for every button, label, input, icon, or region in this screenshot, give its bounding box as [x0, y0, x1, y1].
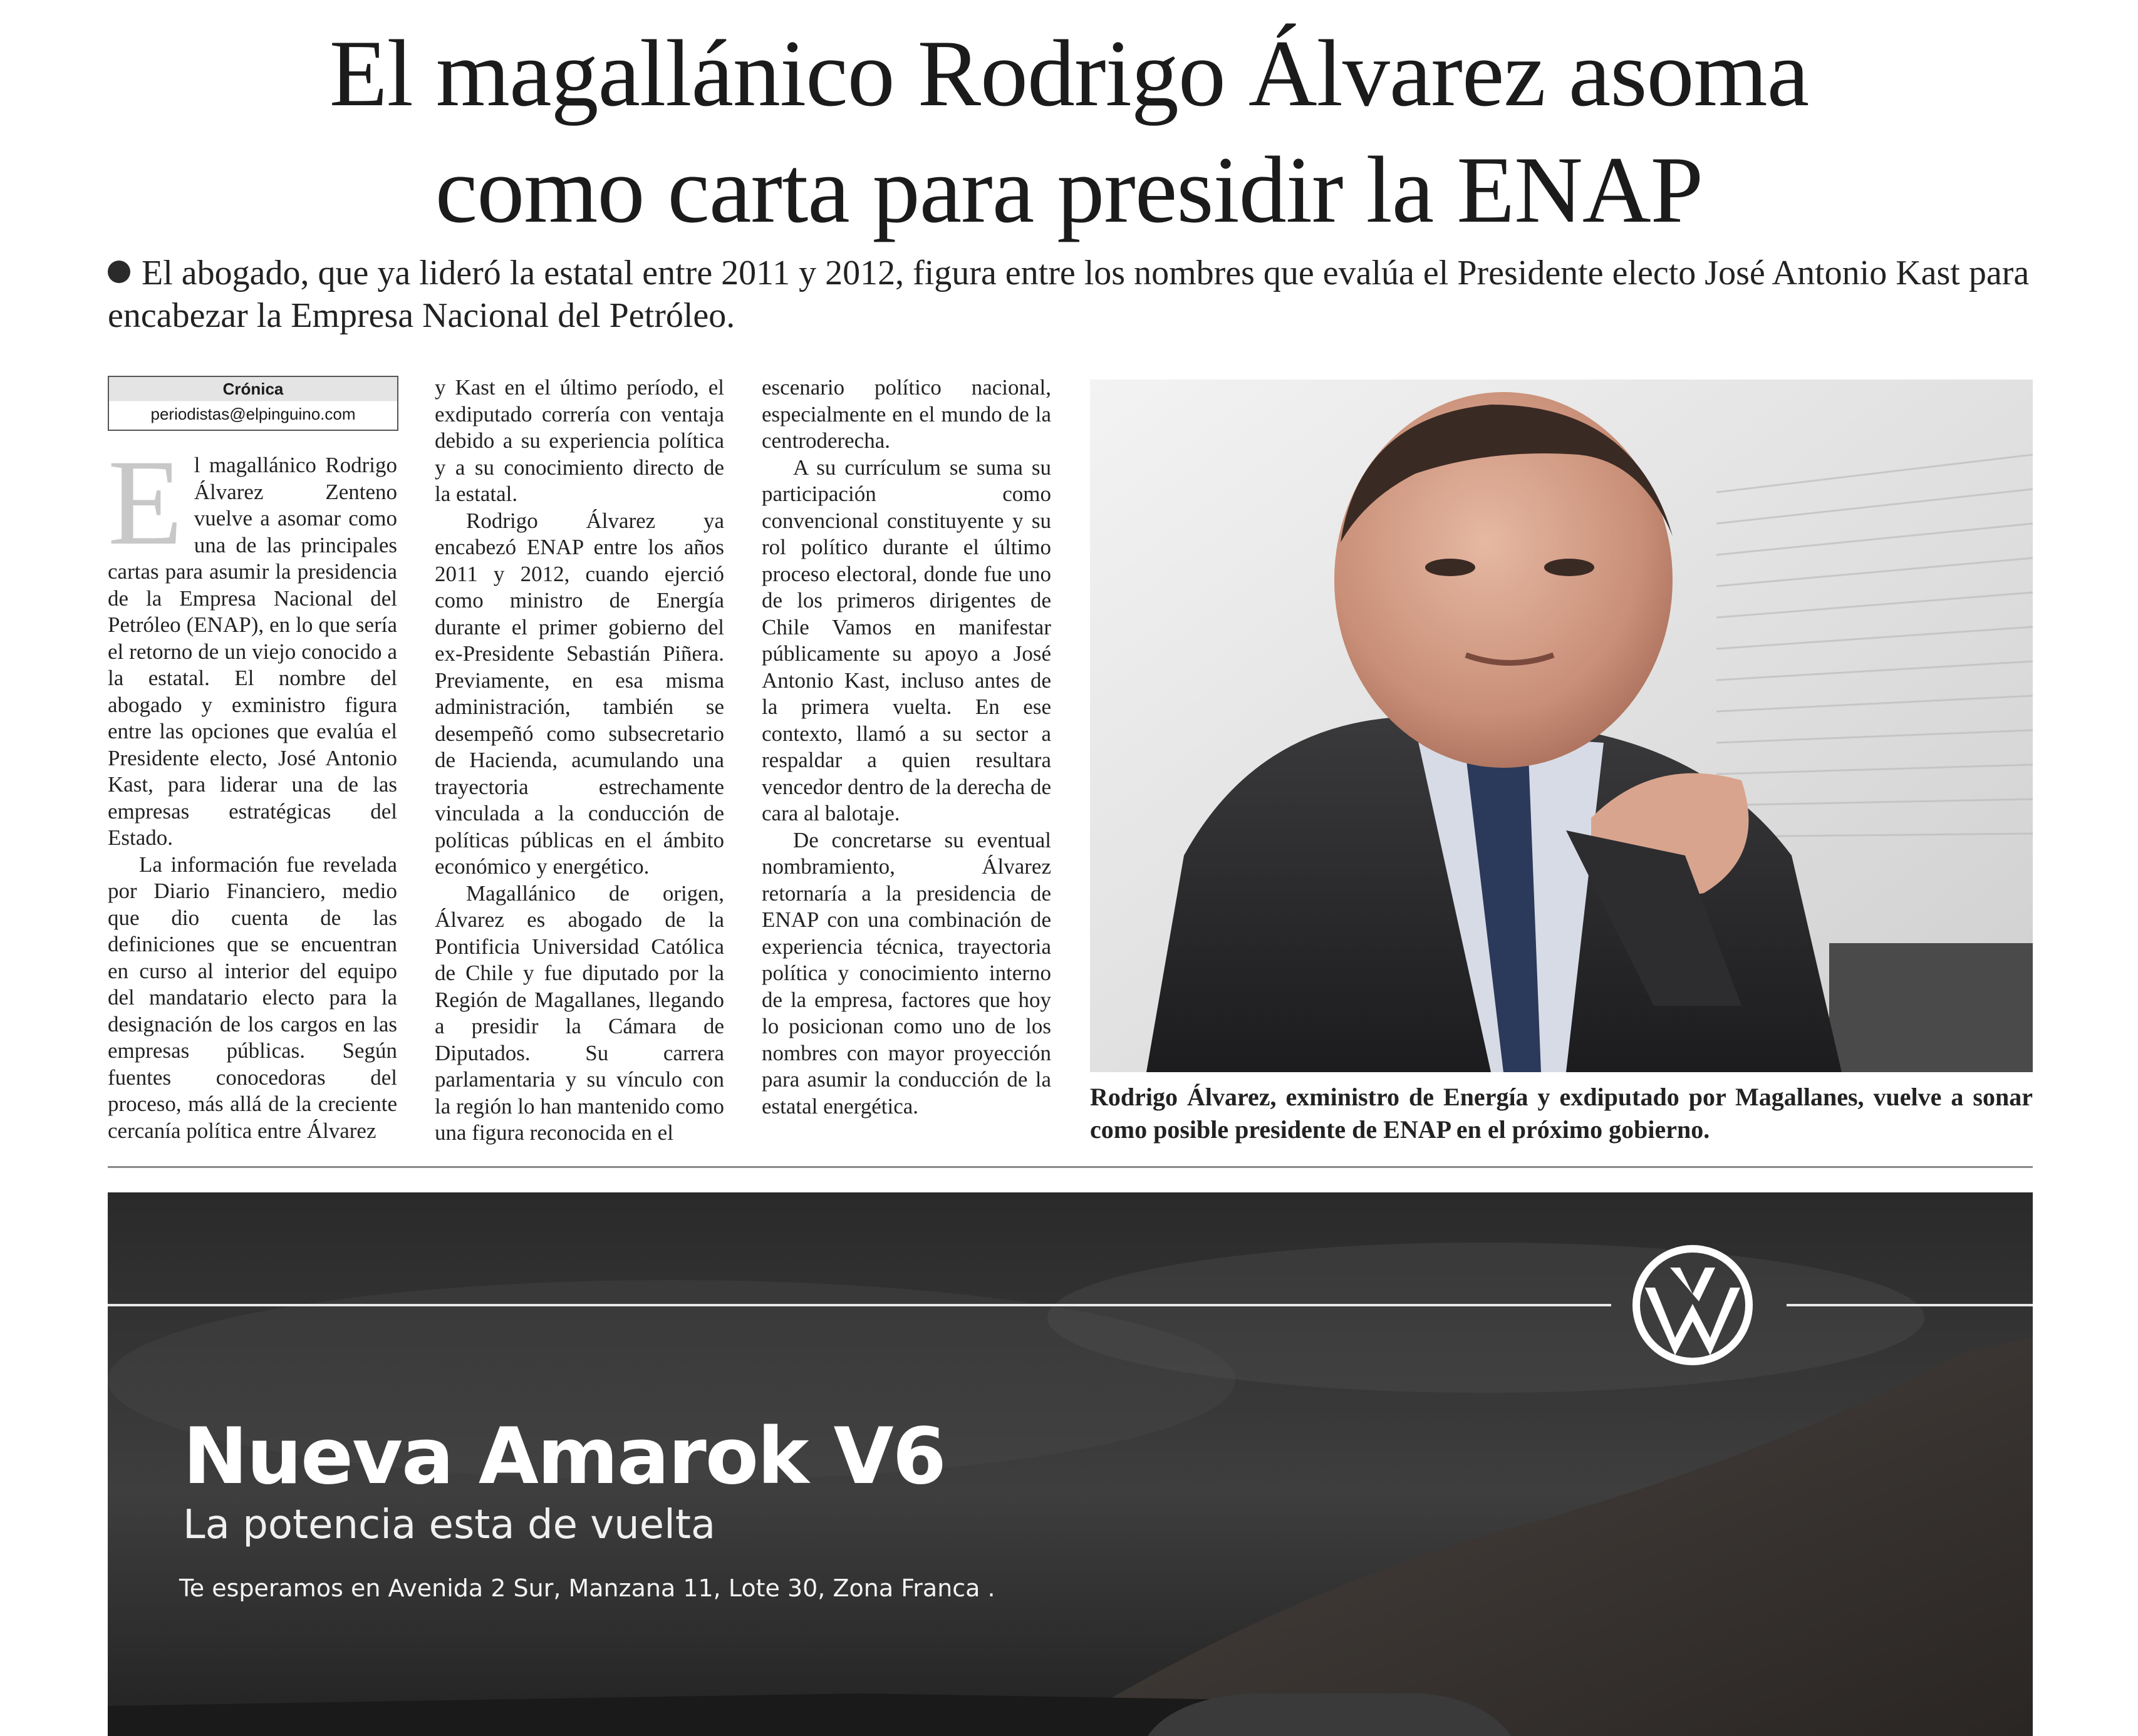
deck-summary	[108, 252, 2043, 337]
article-paragraph: y Kast en el último período, el exdiputado correría con ventaja debido a su experiencia política y a su conocimiento directo de la estatal.	[435, 375, 724, 506]
ad-subtitle: La potencia esta de vuelta	[183, 1502, 716, 1548]
advertisement[interactable]	[108, 1192, 2033, 1736]
article-paragraph: escenario político nacional, especialmente en el mundo de la centroderecha.	[762, 375, 1051, 453]
portrait-illustration	[1090, 380, 2033, 1072]
bullet-icon	[108, 261, 130, 283]
headline-line-2: como carta para presidir la ENAP	[435, 137, 1703, 242]
article-column-3	[762, 375, 1051, 1120]
byline-section: Crónica	[222, 380, 284, 398]
article-paragraph: A su currículum se suma su participación como convencional constituyente y su rol político durante el último proceso electoral, donde fue uno de los primeros dirigentes de Chile Vamos en manifestar públicamente su apoyo a José Antonio Kast, incluso antes de la primera vuelta. En ese contexto, llamó a su sector a respaldar a quien resultara vencedor dentro de la derecha de cara al balotaje.	[762, 455, 1051, 825]
ad-title: Nueva Amarok V6	[183, 1412, 945, 1502]
drop-cap: E	[108, 435, 183, 571]
ad-rule-right	[1787, 1304, 2033, 1306]
vw-logo-icon	[1631, 1244, 1754, 1367]
byline-email[interactable]: periodistas@elpinguino.com	[150, 405, 356, 423]
headline	[108, 15, 2030, 248]
article-paragraph: l magallánico Rodrigo Álvarez Zenteno vuelve a asomar como una de las principales cartas para asumir la presidencia de la Empresa Nacional del Petróleo (ENAP), en lo que sería el retorno de un viejo conocido a la estatal. El nombre del abogado y exministro figura entre las opciones que evalúa el Presidente electo, José Antonio Kast, para liderar una de las empresas estratégicas del Estado.	[108, 453, 397, 850]
article-column-1	[108, 435, 397, 1144]
ad-rule-left	[108, 1304, 1611, 1306]
article-paragraph: Rodrigo Álvarez ya encabezó ENAP entre los años 2011 y 2012, cuando ejerció como ministro de Energía durante el primer gobierno del ex-Presidente Sebastián Piñera. Previamente, en esa misma administración, también se desempeñó como subsecretario de Hacienda, acumulando una trayectoria estrechamente vinculada a la conducción de políticas públicas en el ámbito económico y energético.	[435, 508, 724, 879]
section-divider	[108, 1166, 2033, 1168]
headline-line-1: El magallánico Rodrigo Álvarez asoma	[329, 21, 1809, 126]
ad-address: Te esperamos en Avenida 2 Sur, Manzana 11, Lote 30, Zona Franca .	[179, 1574, 995, 1602]
article-paragraph: De concretarse su eventual nombramiento, Álvarez retornaría a la presidencia de ENAP con una combinación de experiencia técnica, trayectoria política y conocimiento interno de la empresa, factores que hoy lo posicionan como uno de los nombres con mayor proyección para asumir la conducción de la estatal energética.	[762, 827, 1051, 1119]
article-column-2	[435, 375, 724, 1147]
byline-box	[108, 376, 398, 431]
article-paragraph: La información fue revelada por Diario Financiero, medio que dio cuenta de las definiciones que se encuentran en curso al interior del equipo del mandatario electo para la designación de los cargos en las empresas públicas. Según fuentes conocedoras del proceso, más allá de la creciente cercanía política entre Álvarez	[108, 852, 397, 1143]
photo-caption: Rodrigo Álvarez, exministro de Energía y exdiputado por Magallanes, vuelve a sonar como posible presidente de ENAP en el próximo gobierno.	[1090, 1083, 2033, 1144]
article-paragraph: Magallánico de origen, Álvarez es abogado de la Pontificia Universidad Católica de Chile y fue diputado por la Región de Magallanes, llegando a presidir la Cámara de Diputados. Su carrera parlamentaria y su vínculo con la región lo han mantenido como una figura reconocida en el	[435, 881, 724, 1145]
deck-text: El abogado, que ya lideró la estatal entre 2011 y 2012, figura entre los nombres que evalúa el Presidente electo José Antonio Kast para encabezar la Empresa Nacional del Petróleo.	[108, 254, 2030, 335]
portrait-photo	[1090, 380, 2033, 1072]
